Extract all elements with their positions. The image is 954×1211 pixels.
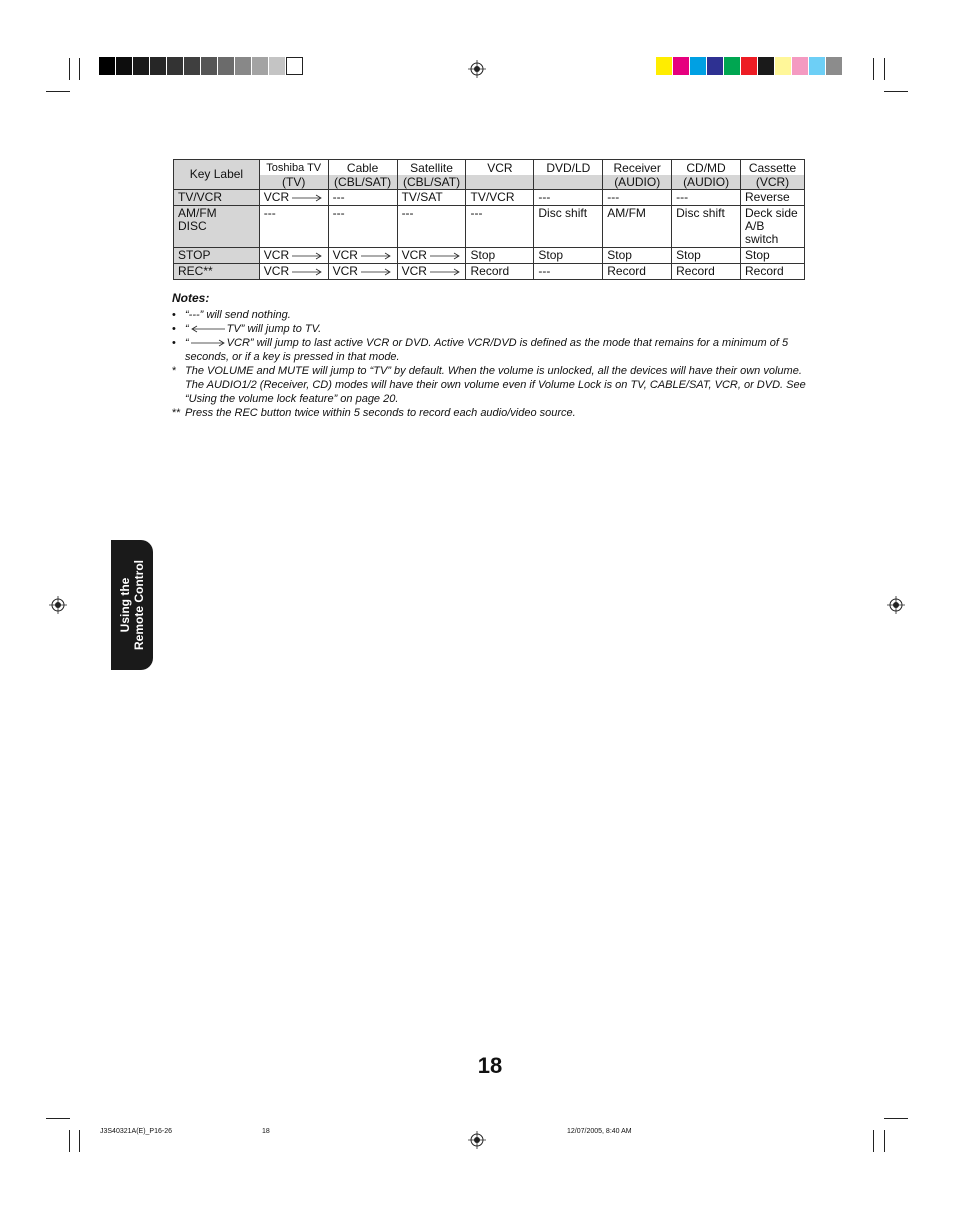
crop-mark [884, 91, 908, 92]
crop-mark [46, 91, 70, 92]
crop-mark [46, 1118, 70, 1119]
note-text: VCR” will jump to last active VCR or DVD. Active VCR/DVD is defined as the mode that remains for a minimum of 5 seconds, or if a key is pressed in that mode. [185, 337, 789, 363]
table-cell: Deck side A/B switch [741, 206, 805, 248]
note-item [172, 308, 812, 322]
color-swatch [184, 57, 201, 75]
table-cell: Stop [603, 248, 672, 264]
row-key-rec: REC** [174, 264, 260, 280]
header-cd-md: CD/MD (AUDIO) [672, 160, 741, 190]
table-cell: Stop [672, 248, 741, 264]
table-cell: VCR [328, 248, 397, 264]
arrow-right-icon [292, 268, 322, 276]
note-text: The VOLUME and MUTE will jump to “TV” by default. When the volume is unlocked, all the devices will have their own volume. The AUDIO1/2 (Receiver, CD) modes will have their own volume even if Volume Lock is on TV, CABLE/SAT, VCR, or DVD. See “Using the volume lock feature” on page 20. [185, 365, 806, 405]
note-item [172, 336, 812, 364]
note-text: Press the REC button twice within 5 seconds to record each audio/video source. [185, 407, 576, 419]
header-receiver: Receiver (AUDIO) [603, 160, 672, 190]
color-swatch [792, 57, 809, 75]
table-cell: Record [466, 264, 534, 280]
note-item [172, 406, 812, 420]
arrow-right-icon [430, 268, 460, 276]
header-satellite: Satellite (CBL/SAT) [397, 160, 466, 190]
table-row [174, 248, 805, 264]
color-swatch [116, 57, 133, 75]
table-header-row [174, 160, 805, 190]
color-swatch [150, 57, 167, 75]
table-cell: --- [259, 206, 328, 248]
registration-mark-icon [468, 1131, 486, 1149]
note-marker: • [172, 337, 176, 349]
table-cell: VCR [259, 190, 328, 206]
header-toshiba-tv: Toshiba TV (TV) [259, 160, 328, 190]
notes-section [172, 291, 812, 420]
row-key-tv-vcr: TV/VCR [174, 190, 260, 206]
table-cell: --- [328, 206, 397, 248]
color-swatch [167, 57, 184, 75]
table-cell: Disc shift [672, 206, 741, 248]
page-number: 18 [477, 1053, 503, 1078]
note-quote: “ [185, 337, 189, 349]
crop-mark [79, 58, 80, 80]
color-swatch [690, 57, 707, 75]
table-cell: --- [603, 190, 672, 206]
note-marker: * [172, 365, 177, 377]
note-text: “---” will send nothing. [185, 309, 291, 321]
note-quote: “ [185, 323, 189, 335]
header-cable: Cable (CBL/SAT) [328, 160, 397, 190]
arrow-right-icon [292, 252, 322, 260]
color-swatch [269, 57, 286, 75]
table-cell: --- [534, 264, 603, 280]
color-swatch [201, 57, 218, 75]
table-cell: --- [397, 206, 466, 248]
color-swatch [809, 57, 826, 75]
table-cell: --- [466, 206, 534, 248]
row-key-stop: STOP [174, 248, 260, 264]
table-cell: VCR [259, 264, 328, 280]
table-cell: Stop [534, 248, 603, 264]
header-cassette: Cassette (VCR) [741, 160, 805, 190]
footer-job-id: J3S40321A(E)_P16-26 [100, 1128, 172, 1135]
footer-datetime: 12/07/2005, 8:40 AM [567, 1128, 632, 1135]
crop-mark [884, 1118, 908, 1119]
arrow-right-icon [191, 339, 225, 347]
table-cell: Record [672, 264, 741, 280]
color-bar [656, 57, 843, 75]
table-cell: Record [741, 264, 805, 280]
table-cell: --- [534, 190, 603, 206]
note-marker: • [172, 309, 176, 321]
table-cell: Reverse [741, 190, 805, 206]
table-cell: Stop [466, 248, 534, 264]
color-swatch [758, 57, 775, 75]
note-item [172, 364, 812, 406]
crop-mark [69, 1130, 70, 1152]
table-row [174, 206, 805, 248]
crop-mark [884, 58, 885, 80]
color-swatch [724, 57, 741, 75]
arrow-right-icon [361, 268, 391, 276]
table-cell: Stop [741, 248, 805, 264]
table-cell: TV/SAT [397, 190, 466, 206]
color-swatch [741, 57, 758, 75]
color-swatch [252, 57, 269, 75]
table-cell: --- [672, 190, 741, 206]
arrow-left-icon [191, 325, 225, 333]
table-cell: VCR [328, 264, 397, 280]
table-cell: VCR [397, 248, 466, 264]
crop-mark [69, 58, 70, 80]
table-cell: VCR [397, 264, 466, 280]
table-cell: TV/VCR [466, 190, 534, 206]
color-swatch [235, 57, 252, 75]
note-marker: ** [172, 407, 181, 419]
crop-mark [884, 1130, 885, 1152]
note-item [172, 322, 812, 336]
color-swatch [826, 57, 843, 75]
table-cell: Record [603, 264, 672, 280]
header-dvd-ld: DVD/LD [534, 160, 603, 190]
color-swatch [707, 57, 724, 75]
side-tab-label: Using the Remote Control [118, 560, 146, 650]
arrow-right-icon [430, 252, 460, 260]
arrow-right-icon [361, 252, 391, 260]
color-swatch [656, 57, 673, 75]
color-swatch [286, 57, 303, 75]
registration-mark-icon [887, 596, 905, 614]
color-swatch [673, 57, 690, 75]
registration-mark-icon [468, 60, 486, 78]
registration-mark-icon [49, 596, 67, 614]
arrow-right-icon [292, 194, 322, 202]
crop-mark [79, 1130, 80, 1152]
color-swatch [133, 57, 150, 75]
section-side-tab [111, 540, 153, 670]
note-text: TV” will jump to TV. [226, 323, 322, 335]
footer-page: 18 [262, 1128, 270, 1135]
header-key-label: Key Label [174, 160, 260, 190]
table-row [174, 264, 805, 280]
color-swatch [99, 57, 116, 75]
table-cell: Disc shift [534, 206, 603, 248]
table-cell: AM/FM [603, 206, 672, 248]
color-swatch [218, 57, 235, 75]
color-swatch [775, 57, 792, 75]
key-label-table [173, 159, 805, 280]
table-row [174, 190, 805, 206]
notes-title: Notes: [172, 291, 210, 305]
grayscale-bar [99, 57, 303, 75]
note-marker: • [172, 323, 176, 335]
header-vcr: VCR [466, 160, 534, 190]
crop-mark [873, 58, 874, 80]
crop-mark [873, 1130, 874, 1152]
row-key-am-fm-disc: AM/FM DISC [174, 206, 260, 248]
table-cell: --- [328, 190, 397, 206]
table-cell: VCR [259, 248, 328, 264]
